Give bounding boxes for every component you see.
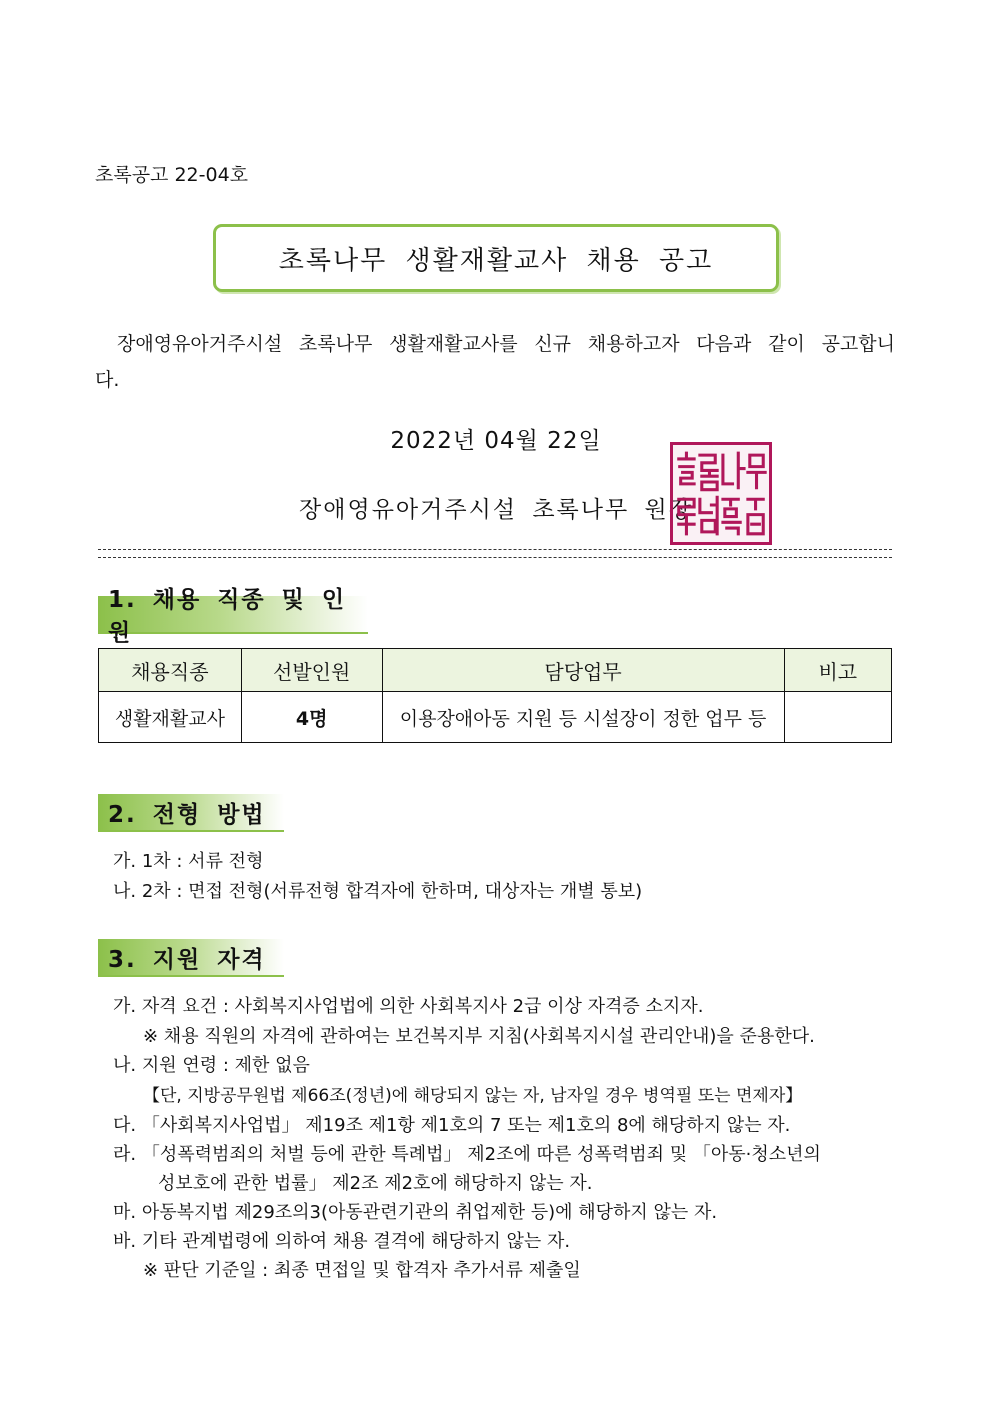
announcement-date: 2022년 04월 22일: [390, 428, 602, 454]
seal-graphic: [673, 445, 769, 542]
list-item: 다. 「사회복지사업법」 제19조 제1항 제1호의 7 또는 제1호의 8에 해당하지 않는 자.: [113, 1115, 791, 1136]
column-header: 비고: [784, 649, 891, 692]
column-header: 채용직종: [99, 649, 242, 692]
list-item: 나. 지원 연령 : 제한 없음: [113, 1055, 310, 1076]
official-seal: [670, 442, 772, 545]
table-cell-remarks: [784, 692, 891, 743]
recruitment-table: [98, 648, 892, 743]
table-cell-position: 생활재활교사: [99, 692, 242, 743]
intro-paragraph: 장애영유아거주시설 초록나무 생활재활교사를 신규 채용하고자 다음과 같이 공고합니다.: [95, 333, 895, 391]
list-item: 가. 1차 : 서류 전형: [113, 851, 264, 872]
note-item: ※ 채용 직원의 자격에 관하여는 보건복지부 지침(사회복지시설 관리안내)을 준용한다.: [143, 1026, 815, 1047]
section-heading-qualifications: 3. 지원 자격: [98, 939, 284, 977]
table-cell-duties: 이용장애아동 지원 등 시설장이 정한 업무 등: [382, 692, 784, 743]
separator-line: [98, 549, 892, 550]
column-header: 선발인원: [241, 649, 382, 692]
list-item: 라. 「성폭력범죄의 처벌 등에 관한 특례법」 제2조에 따른 성폭력범죄 및 「아동·청소년의: [113, 1144, 821, 1165]
list-item: 마. 아동복지법 제29조의3(아동관련기관의 취업제한 등)에 해당하지 않는 자.: [113, 1202, 718, 1223]
table-header-row: [99, 649, 892, 692]
section-heading-positions: 1. 채용 직종 및 인원: [98, 596, 368, 634]
table-row: [99, 692, 892, 743]
list-item: 바. 기타 관계법령에 의하여 채용 결격에 해당하지 않는 자.: [113, 1231, 571, 1252]
list-item: 가. 자격 요건 : 사회복지사업법에 의한 사회복지사 2급 이상 자격증 소지자.: [113, 996, 704, 1017]
table-cell-headcount: 4명: [241, 692, 382, 743]
section-heading-selection: 2. 전형 방법: [98, 794, 284, 832]
list-item: 나. 2차 : 면접 전형(서류전형 합격자에 한하며, 대상자는 개별 통보): [113, 881, 643, 902]
column-header: 담당업무: [382, 649, 784, 692]
separator-line: [98, 557, 892, 558]
note-item: ※ 판단 기준일 : 최종 면접일 및 합격자 추가서류 제출일: [143, 1260, 581, 1281]
document-title: 초록나무 생활재활교사 채용 공고: [278, 245, 714, 276]
list-item-continuation: 성보호에 관한 법률」 제2조 제2호에 해당하지 않는 자.: [158, 1173, 593, 1194]
note-item: 【단, 지방공무원법 제66조(정년)에 해당되지 않는 자, 남자일 경우 병역필 또는 면제자】: [143, 1086, 803, 1106]
notice-number: 초록공고 22-04호: [95, 164, 249, 186]
signer-name: 장애영유아거주시설 초록나무 원장: [299, 497, 693, 523]
title-box: [213, 224, 779, 292]
